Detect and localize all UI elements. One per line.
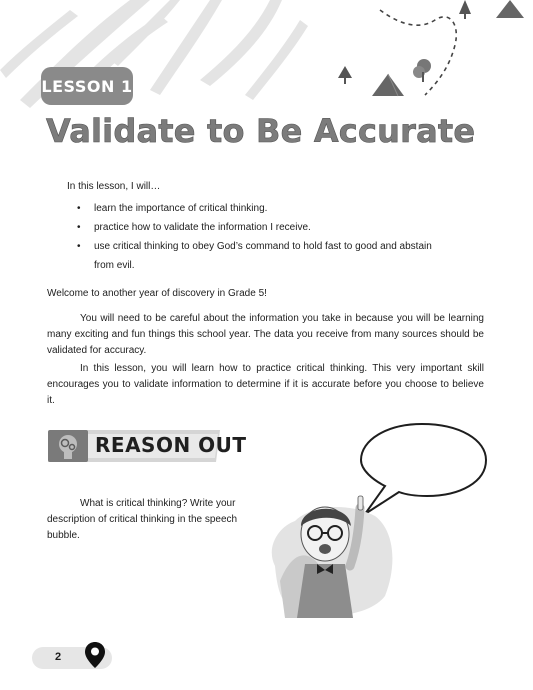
tent-icon <box>496 0 524 18</box>
careful-paragraph: You will need to be careful about the information you take in because you will be learning many exciting and fun things this school year. The data you receive from many sources should be validated for accuracy. <box>47 313 484 356</box>
lesson-title: Validate to Be Accurate <box>46 112 476 150</box>
objective-item <box>67 201 467 217</box>
objective-text: use critical thinking to obey God’s command to hold fast to good and abstain <box>94 241 432 252</box>
lesson-badge <box>41 67 133 105</box>
page-number: 2 <box>55 651 62 663</box>
reason-out-question: What is critical thinking? Write your description of critical thinking in the speech bubble. <box>47 498 238 541</box>
bullet-icon: • <box>77 203 81 214</box>
tree-icon <box>338 66 352 84</box>
objective-text: learn the importance of critical thinking. <box>94 203 268 214</box>
objective-text-continuation: from evil. <box>94 260 135 271</box>
tree-icon <box>459 0 471 19</box>
objective-item <box>67 220 467 236</box>
objectives-intro: In this lesson, I will… <box>67 181 161 192</box>
bullet-icon: • <box>77 241 81 252</box>
bullet-icon: • <box>77 222 81 233</box>
objective-item <box>67 239 467 274</box>
thinking-kid-illustration <box>265 486 400 621</box>
tree-icon <box>413 59 431 82</box>
objective-text: practice how to validate the information I receive. <box>94 222 311 233</box>
reason-out-heading: REASON OUT <box>95 433 247 457</box>
lesson-badge-label: LESSON 1 <box>41 76 133 96</box>
camping-decoration <box>300 0 533 110</box>
objectives-list <box>67 201 467 277</box>
welcome-paragraph: Welcome to another year of discovery in Grade 5! <box>47 288 267 299</box>
location-pin-icon <box>84 641 106 669</box>
critical-thinking-paragraph: In this lesson, you will learn how to practice critical thinking. This very important skill encourages you to validate information to determine if it is accurate before you choose to believe it. <box>47 363 484 406</box>
tent-icon <box>372 74 404 96</box>
